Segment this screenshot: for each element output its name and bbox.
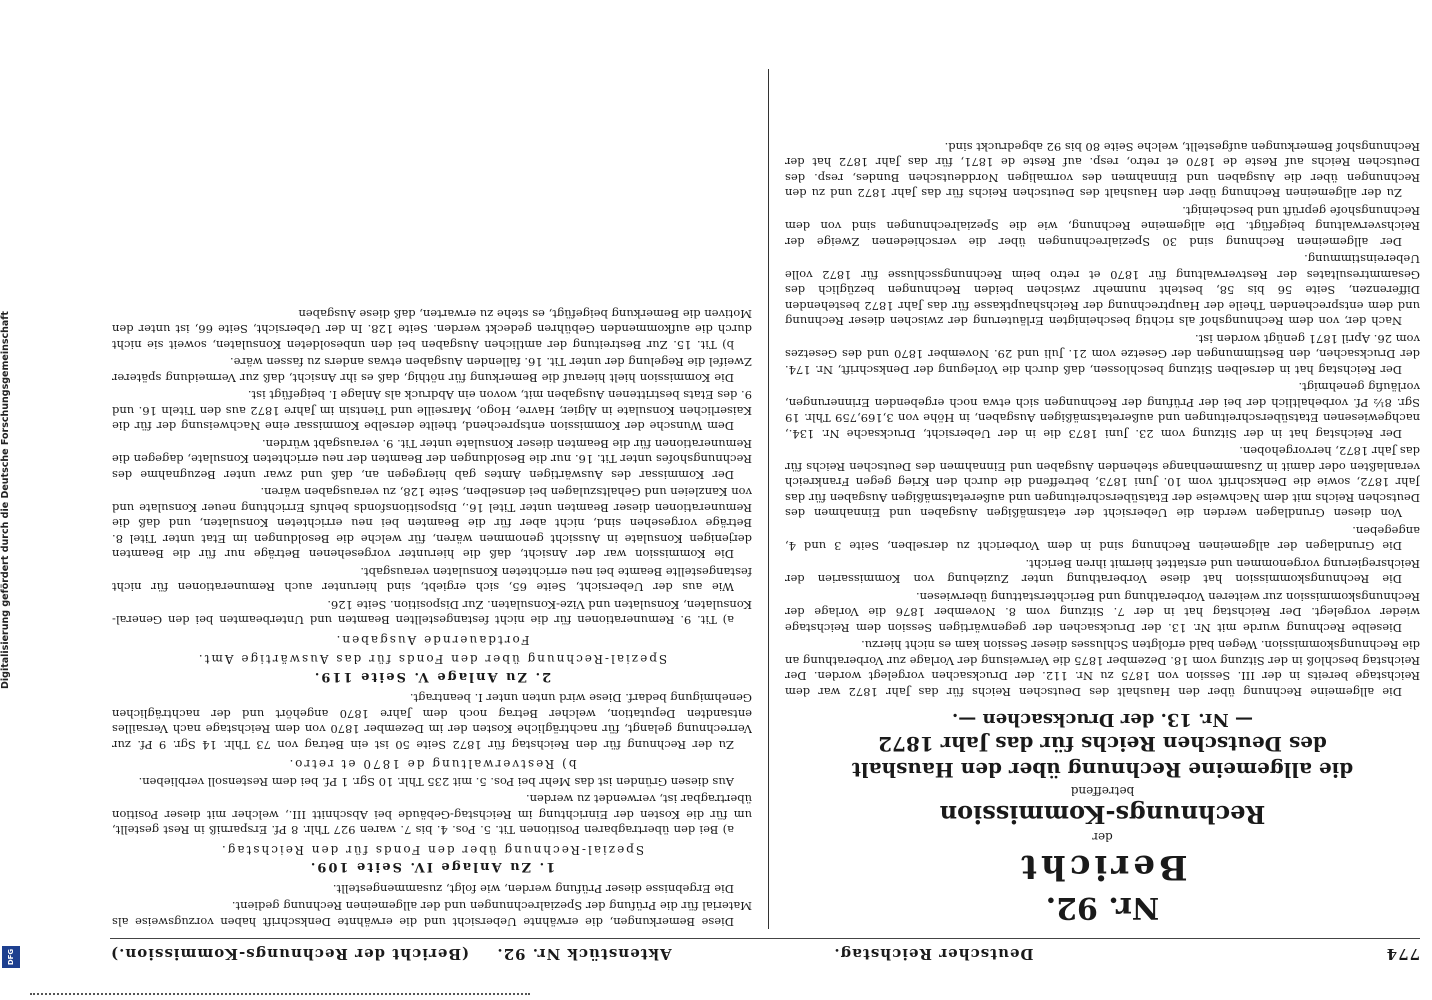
paragraph: a) Tit. 9. Remunerationen für die nicht festangestellten Beamten und Unterbeamten bei den General-Konsulaten, Konsulaten und Vize-Konsulaten. Zur Disposition. Seite 126. (112, 598, 752, 628)
paragraph: Aus diesen Gründen ist das Mehr bei Pos. 5. mit 235 Thlr. 10 Sgr. 1 Pf. bei dem Restensoll verblieben. (138, 775, 734, 789)
report-number: Nr. 92. (1045, 890, 1160, 925)
paragraph: Die Grundlagen der allgemeinen Rechnung sind in dem Vorbericht zu derselben, Seite 3 und 4, angegeben. (785, 524, 1420, 554)
paragraph: Zu der Rechnung für den Reichstag für 1872 Seite 50 ist ein Betrag von 73 Thlr. 14 Sgr. 9 Pf. zur Verrechnung gelangt, für nachträgliche Kosten der im Dezember 1870 von dem Reichstage nach Versailles entsandten Deputation, welcher Betrag noch dem Jahre 1870 angehört und der nachträglichen Genehmigung bedarf. Diese wird unten unter I. beantragt. (112, 691, 752, 752)
paragraph: Der Reichstag hat in derselben Sitzung beschlossen, daß durch die Vorlegung der Denkschrift, Nr. 174. der Drucksachen, den Bestimmungen der Gesetze vom 21. Juli und 29. November 1870 und des Gesetzes vom 26. April 1871 genügt worden ist. (785, 332, 1420, 377)
dfg-logo-text: DFG (7, 948, 15, 966)
continuation-head: (Bericht der Rechnungs-Kommission.) (110, 945, 470, 963)
column-divider (768, 69, 769, 929)
commission-name: Rechnungs-Kommission (939, 800, 1266, 829)
section-subheading: Fortdauernde Ausgaben. (334, 633, 530, 647)
paragraph: Dem Wunsche der Kommission entsprechend, theilte derselbe Kommissar eine Nachweisung der für die Kaiserlichen Konsulate in Algier, Havre, Hogo, Marseille und Tientsin im Jahre 1872 aus den Titeln 16. und 9. des Etats bestrittenen Ausgaben mit, wovon ein Abdruck als Anlage I. beigefügt ist. (112, 388, 752, 434)
paragraph: Wie aus der Uebersicht, Seite 65, sich ergiebt, sind hierunter auch Remunerationen für nicht festangestellte Beamte bei neu errichteten Konsulaten verausgabt. (112, 565, 752, 595)
section-heading: 1. Zu Anlage IV. Seite 109. (308, 859, 556, 875)
paragraph: Die Kommission war der Ansicht, daß die hierunter vorgesehenen Beträge nur für die Beamten derjenigen Konsulate in Aussicht genommen wären, für welche die Besoldungen im Etat unter Titel 8. Beträge vorgesehen sind, nicht aber für die Beamten bei neu errichteten Konsulaten, und daß die Remunerationen dieser Beamten unter Titel 16., Dispositionsfonds behufs Errichtung neuer Konsulate und von Kanzleien und Gehaltszulagen bei denselben, Seite 128, zu verausgaben wären. (112, 485, 752, 562)
section-heading: 2. Zu Anlage V. Seite 119. (312, 669, 552, 684)
paragraph: Zu der allgemeinen Rechnung über den Haushalt des Deutschen Reichs für das Jahr 1872 und zu den Rechnungen über die Ausgaben und Einnahmen des vormaligen Norddeutschen Bundes, resp. des Deutschen Reichs auf Reste de 1870 et retro, resp. auf Reste de 1871, für das Jahr 1872 hat der Rechnungshof Bemerkungen aufgestellt, welche Seite 80 bis 92 abgedruckt sind. (785, 140, 1420, 201)
publication-title: Deutscher Reichstag. (833, 945, 1034, 963)
paragraph: Der allgemeinen Rechnung sind 30 Spezialrechnungen über die verschiedenen Zweige der Reichsverwaltung beigefügt. Die allgemeine Rechnung, wie die Spezialrechnungen sind von dem Rechnungshofe geprüft und bescheinigt. (785, 204, 1420, 249)
digitization-credit (0, 0, 24, 1000)
paragraph: Die Kommission hielt hierauf die Bemerkung für nöthig, daß es ihr Ansicht, daß zur Vermeidung späterer Zweifel die Regelung der unter Tit. 16. fallenden Ausgaben etwas anders zu fassen wäre. (112, 355, 752, 385)
report-title: Bericht (1017, 847, 1188, 887)
document-number: Aktenstück Nr. 92. (496, 945, 672, 963)
subject-line-3: — Nr. 13. der Drucksachen —. (952, 709, 1253, 730)
subject-line-1: die allgemeine Rechnung über den Haushalt (851, 758, 1354, 782)
section-subheading: Spezial-Rechnung über den Fonds für das Auswärtige Amt. (196, 652, 668, 667)
section-subheading: Spezial-Rechnung über den Fonds für den Reichstag. (219, 843, 645, 857)
page-number: 774 (1385, 945, 1420, 963)
paragraph: a) Bei den übertragbaren Positionen Tit. 5. Pos. 4. bis 7. waren 927 Thlr. 8 Pf. Ersparniß in Rest gestellt, um für die Kosten der Einrichtung im Reichstag-Gebäude bei Abschnitt III., welcher mit dieser Position übertragbar ist, verwendet zu werden. (112, 792, 752, 838)
scanned-page (110, 60, 1420, 965)
paragraph: Dieselbe Rechnung wurde mit Nr. 13. der Drucksachen der gegenwärtigen Session dem Reichstage wieder vorgelegt. Der Reichstag hat in der 7. Sitzung vom 8. November 1876 die Vorlage der Rechnungskommission zur weiteren Vorberathung und Berichterstattung überwiesen. (785, 590, 1420, 635)
running-head (110, 938, 1420, 965)
subject-line-2: des Deutschen Reichs für das Jahr 1872 (878, 732, 1327, 756)
credit-text: Digitalisierung gefördert durch die Deutsche Forschungsgemeinschaft (0, 311, 11, 689)
left-column (785, 69, 1420, 929)
paragraph: Die Ergebnisse dieser Prüfung werden, wie folgt, zusammengestellt. (332, 882, 734, 896)
paragraph: Von diesen Grundlagen werden die Uebersicht der etatsmäßigen Ausgaben und Einnahmen des Deutschen Reichs mit dem Nachweise der Etatsüberschreitungen und außeretatsmäßigen Ausgaben für das Jahr 1872, sowie die Denkschrift vom 10. Juni 1873, betreffend die durch den Krieg gegen Frankreich veranlaßten oder damit in Zusammenhange stehenden Ausgaben und Einnahmen des Deutschen Reichs für das Jahr 1872, hervorgehoben. (785, 444, 1420, 521)
paragraph: b) Tit. 15. Zur Bestreitung der amtlichen Ausgaben bei den unbesoldeten Konsulaten, soweit sie nicht durch die aufkommenden Gebühren gedeckt werden. Seite 128. In der Uebersicht, Seite 66, ist unter den Motiven die Bemerkung beigefügt, es stehe zu erwarten, daß diese Ausgaben (112, 307, 752, 352)
paragraph: Nach der, von dem Rechnungshof als richtig bescheinigten Erläuterung der zwischen dieser Rechnung und dem entsprechenden Theile der Hauptrechnung der Reichshauptkasse für das Jahr 1872 bestehenden Differenzen, Seite 56 bis 58, besteht nunmehr zwischen beiden Rechnungen bezüglich des Gesammtresultates der Restverwaltung für 1870 et retro beim Rechnungsschlusse für 1872 volle Uebereinstimmung. (785, 252, 1420, 329)
paragraph: Die Rechnungskommission hat diese Vorberathung unter Zuziehung von Kommissarien der Reichsregierung vorgenommen und erstattet hiermit ihren Bericht. (785, 557, 1420, 587)
paragraph: Diese Bemerkungen, die erwähnte Uebersicht und die erwähnte Denkschrift haben vorzugsweise als Material für die Prüfung der Spezialrechnungen und der allgemeinen Rechnung gedient. (112, 899, 752, 929)
section-subheading: b) Restverwaltung de 1870 et retro. (287, 757, 577, 772)
heading-der: der (1092, 830, 1113, 844)
paragraph: Der Kommissar des Auswärtigen Amtes gab hiergegen an, daß und zwar unter Bezugnahme des Rechnungshofes unter Tit. 16. nur die Besoldungen der Beamten der neu errichteten Konsulate, dagegen die Remunerationen für die Beamten dieser Konsulate unter Tit. 9. verausgabt würden. (112, 437, 752, 482)
right-column (112, 69, 752, 929)
paragraph: Der Reichstag hat in der Sitzung vom 23. Juni 1873 die in der Uebersicht, Drucksache Nr. 134., nachgewiesenen Etatsüberschreitungen und außeretatsmäßigen Ausgaben, in Höhe von 3,169,759 Thlr. 19 Sgr. 8½ Pf. vorbehaltlich der bei der Prüfung der Rechnungen sich etwa noch ergebenden Erinnerungen, vorläufig genehmigt. (785, 380, 1420, 441)
paragraph: Die allgemeine Rechnung über den Haushalt des Deutschen Reichs für das Jahr 1872 war dem Reichstage bereits in der III. Session von 1875 zu Nr. 112. der Drucksachen vorgelegt worden. Der Reichstag beschloß in der Sitzung vom 18. Dezember 1875 die Verweisung der Vorlage zur Vorberathung an die Rechnungskommission. Wegen bald erfolgten Schlusses dieser Session kam es nicht hierzu. (785, 638, 1420, 699)
heading-betreffend: betreffend (1070, 784, 1135, 798)
scan-edge-marks (30, 993, 530, 998)
dfg-logo (2, 946, 20, 968)
